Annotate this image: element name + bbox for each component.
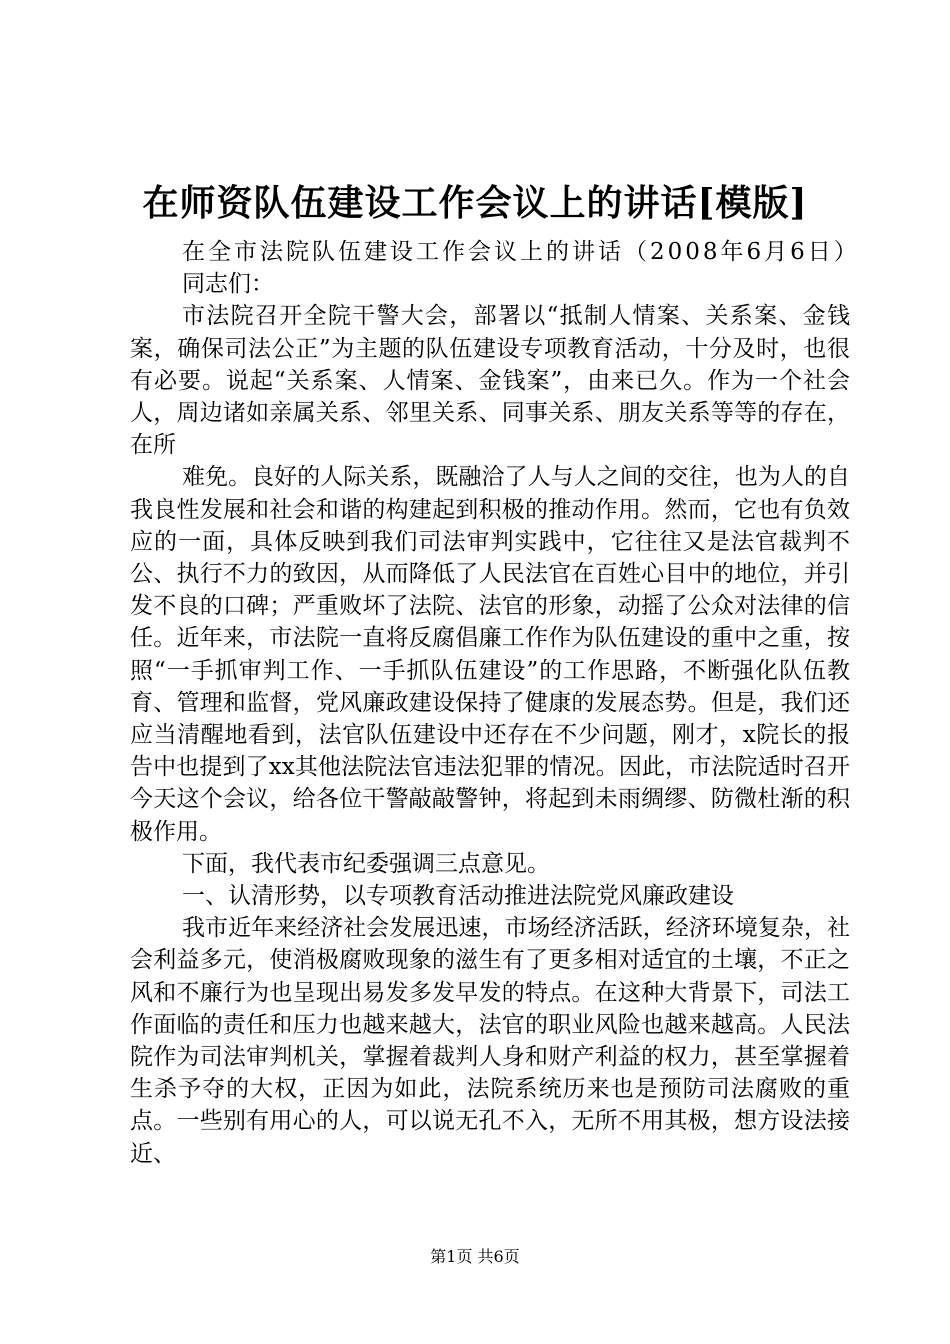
page-number-footer: 第1页 共6页: [430, 1247, 520, 1266]
body-paragraph: 下面，我代表市纪委强调三点意见。: [182, 850, 550, 877]
document-body: [130, 236, 860, 1170]
salutation: 同志们：: [182, 271, 274, 298]
section-heading: 一、认清形势，以专项教育活动推进法院党风廉政建设: [182, 883, 734, 910]
speech-subtitle: 在全市法院队伍建设工作会议上的讲话（2008年6月6日）: [182, 239, 860, 265]
document-title: 在师资队伍建设工作会议上的讲话[模版]: [142, 182, 808, 224]
body-paragraph: 难免。良好的人际关系，既融洽了人与人之间的交往，也为人的自我良性发展和社会和谐的构建起到积极的推动作用。然而，它也有负效应的一面，具体反映到我们司法审判实践中，它往往又是法官裁判不公、执行不力的致因，从而降低了人民法官在百姓心目中的地位，并引发不良的口碑；严重败坏了法院、法官的形象，动摇了公众对法律的信任。近年来，市法院一直将反腐倡廉工作作为队伍建设的重中之重，按照“一手抓审判工作、一手抓队伍建设”的工作思路，不断强化队伍教育、管理和监督，党风廉政建设保持了健康的发展态势。但是，我们还应当清醒地看到，法官队伍建设中还存在不少问题，刚才，x院长的报告中也提到了xx其他法院法官违法犯罪的情况。因此，市法院适时召开今天这个会议，给各位干警敲敲警钟，将起到未雨绸缪、防微杜渐的积极作用。: [130, 464, 850, 845]
body-paragraph: 我市近年来经济社会发展迅速，市场经济活跃，经济环境复杂，社会利益多元，使消极腐败现象的滋生有了更多相对适宜的土壤，不正之风和不廉行为也呈现出易发多发早发的特点。在这种大背景下，司法工作面临的责任和压力也越来越大，法官的职业风险也越来越高。人民法院作为司法审判机关，掌握着裁判人身和财产利益的权力，甚至掌握着生杀予夺的大权，正因为如此，法院系统历来也是预防司法腐败的重点。一些别有用心的人，可以说无孔不入，无所不用其极，想方设法接近、: [130, 915, 850, 1167]
body-paragraph: 市法院召开全院干警大会，部署以“抵制人情案、关系案、金钱案，确保司法公正”为主题的队伍建设专项教育活动，十分及时，也很有必要。说起“关系案、人情案、金钱案”，由来已久。作为一个社会人，周边诸如亲属关系、邻里关系、同事关系、朋友关系等等的存在，在所: [130, 303, 850, 459]
